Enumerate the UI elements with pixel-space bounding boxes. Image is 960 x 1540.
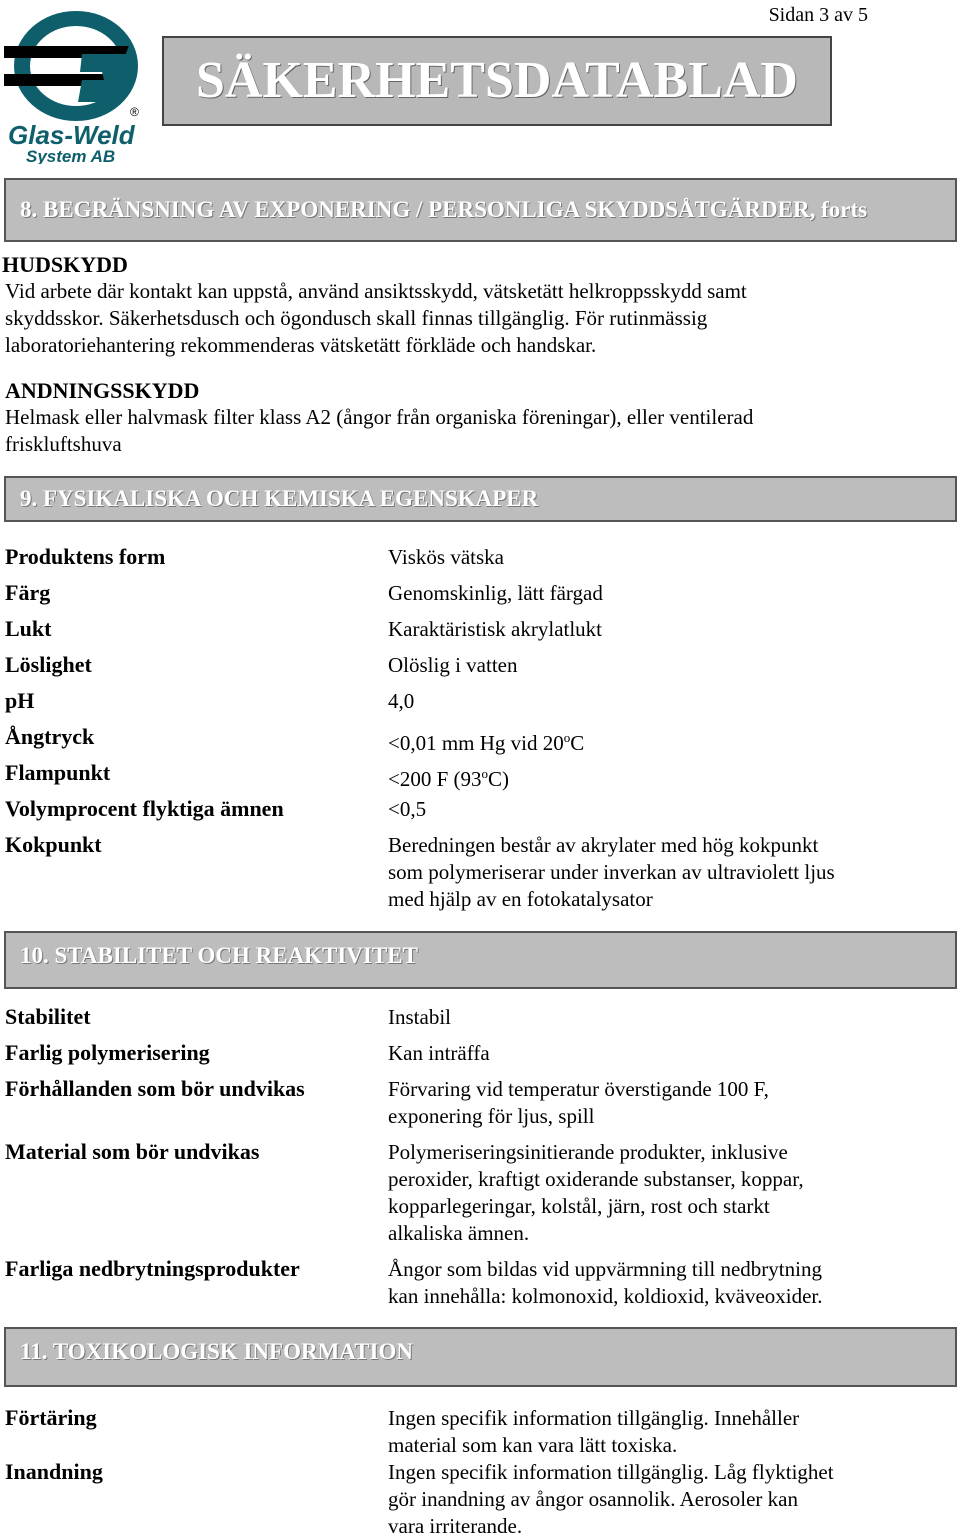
value-line: kopparlegeringar, kolstål, järn, rost och starkt	[388, 1194, 770, 1218]
document-title: SÄKERHETSDATABLAD	[162, 36, 832, 126]
value-line: gör inandning av ångor osannolik. Aerosoler kan	[388, 1487, 798, 1511]
value-text: C)	[488, 767, 510, 791]
value-line: Ingen specifik information tillgänglig. Innehåller	[388, 1406, 800, 1430]
hudskydd-line: Vid arbete där kontakt kan uppstå, använd ansiktsskydd, vätsketätt helkroppsskydd samt	[5, 279, 747, 303]
property-value: <0,5	[388, 797, 427, 821]
property-value	[388, 760, 948, 793]
property-label: Farlig polymerisering	[5, 1040, 210, 1065]
value-line: som polymeriserar under inverkan av ultraviolett ljus	[388, 860, 835, 884]
property-value	[388, 1076, 948, 1130]
value-line: vara irriterande.	[388, 1514, 523, 1538]
value-line: material som kan vara lätt toxiska.	[388, 1433, 678, 1457]
value-text: C	[570, 731, 585, 755]
value-line: Ångor som bildas vid uppvärmning till nedbrytning	[388, 1257, 822, 1281]
property-value	[388, 1040, 948, 1067]
value-text: <200 F (93	[388, 767, 482, 791]
section-11-header: 11. TOXIKOLOGISK INFORMATION	[4, 1327, 957, 1387]
property-label: Flampunkt	[5, 760, 111, 785]
hudskydd-line: skyddsskor. Säkerhetsdusch och ögondusch skall finnas tillgänglig. För rutinmässig	[5, 306, 708, 330]
degree-superscript: o	[481, 766, 489, 781]
value-line: Beredningen består av akrylater med hög kokpunkt	[388, 833, 819, 857]
hudskydd-heading: HUDSKYDD	[2, 252, 128, 277]
value-line: Kan inträffa	[388, 1041, 490, 1065]
property-label: Produktens form	[5, 544, 166, 569]
property-label: pH	[5, 688, 35, 713]
andningsskydd-line: Helmask eller halvmask filter klass A2 (ångor från organiska föreningar), eller ventilerad	[5, 405, 754, 429]
value-line: peroxider, kraftigt oxiderande substanser, koppar,	[388, 1167, 804, 1191]
property-label: Löslighet	[5, 652, 92, 677]
degree-superscript: o	[563, 730, 571, 745]
property-label: Färg	[5, 580, 51, 605]
logo-company-text: Glas-Weld	[8, 120, 135, 150]
section-10-header: 10. STABILITET OCH REAKTIVITET	[4, 931, 957, 989]
property-label: Lukt	[5, 616, 52, 641]
property-value	[388, 1459, 948, 1540]
value-line: Instabil	[388, 1005, 451, 1029]
page-number: Sidan 3 av 5	[768, 4, 868, 26]
property-label: Inandning	[5, 1459, 103, 1484]
property-value	[388, 1405, 948, 1459]
section-9-header: 9. FYSIKALISKA OCH KEMISKA EGENSKAPER	[4, 476, 957, 522]
property-label: Material som bör undvikas	[5, 1139, 260, 1164]
property-label: Stabilitet	[5, 1004, 91, 1029]
property-value: Olöslig i vatten	[388, 653, 518, 677]
registered-mark: ®	[130, 105, 139, 119]
glas-weld-logo	[4, 4, 144, 164]
property-value: 4,0	[388, 689, 415, 713]
value-line: med hjälp av en fotokatalysator	[388, 887, 653, 911]
property-label: Förhållanden som bör undvikas	[5, 1076, 305, 1101]
property-value	[388, 1004, 948, 1031]
property-label: Ångtryck	[5, 724, 95, 749]
logo-sub-text: System AB	[26, 147, 116, 164]
property-value: Genomskinlig, lätt färgad	[388, 581, 603, 605]
value-line: Polymeriseringsinitierande produkter, inklusive	[388, 1140, 788, 1164]
value-line: alkaliska ämnen.	[388, 1221, 530, 1245]
andningsskydd-heading: ANDNINGSSKYDD	[5, 378, 200, 403]
andningsskydd-line: friskluftshuva	[5, 432, 122, 456]
property-value	[388, 1256, 948, 1310]
property-label: Farliga nedbrytningsprodukter	[5, 1256, 300, 1281]
property-label: Förtäring	[5, 1405, 97, 1430]
value-line: kan innehålla: kolmonoxid, koldioxid, kväveoxider.	[388, 1284, 823, 1308]
value-line: Förvaring vid temperatur överstigande 100 F,	[388, 1077, 769, 1101]
hudskydd-text	[5, 278, 905, 359]
property-label: Kokpunkt	[5, 832, 102, 857]
property-label: Volymprocent flyktiga ämnen	[5, 796, 284, 821]
property-value	[388, 1139, 948, 1247]
property-value	[388, 832, 948, 913]
property-value: Viskös vätska	[388, 545, 504, 569]
hudskydd-line: laboratoriehantering rekommenderas vätsketätt förkläde och handskar.	[5, 333, 597, 357]
property-value: Karaktäristisk akrylatlukt	[388, 617, 603, 641]
value-line: Ingen specifik information tillgänglig. Låg flyktighet	[388, 1460, 834, 1484]
section-8-header: 8. BEGRÄNSNING AV EXPONERING / PERSONLIGA SKYDDSÅTGÄRDER, forts	[4, 178, 957, 242]
property-value	[388, 724, 948, 757]
value-line: exponering för ljus, spill	[388, 1104, 595, 1128]
andningsskydd-text	[5, 404, 905, 458]
value-text: <0,01 mm Hg vid 20	[388, 731, 564, 755]
